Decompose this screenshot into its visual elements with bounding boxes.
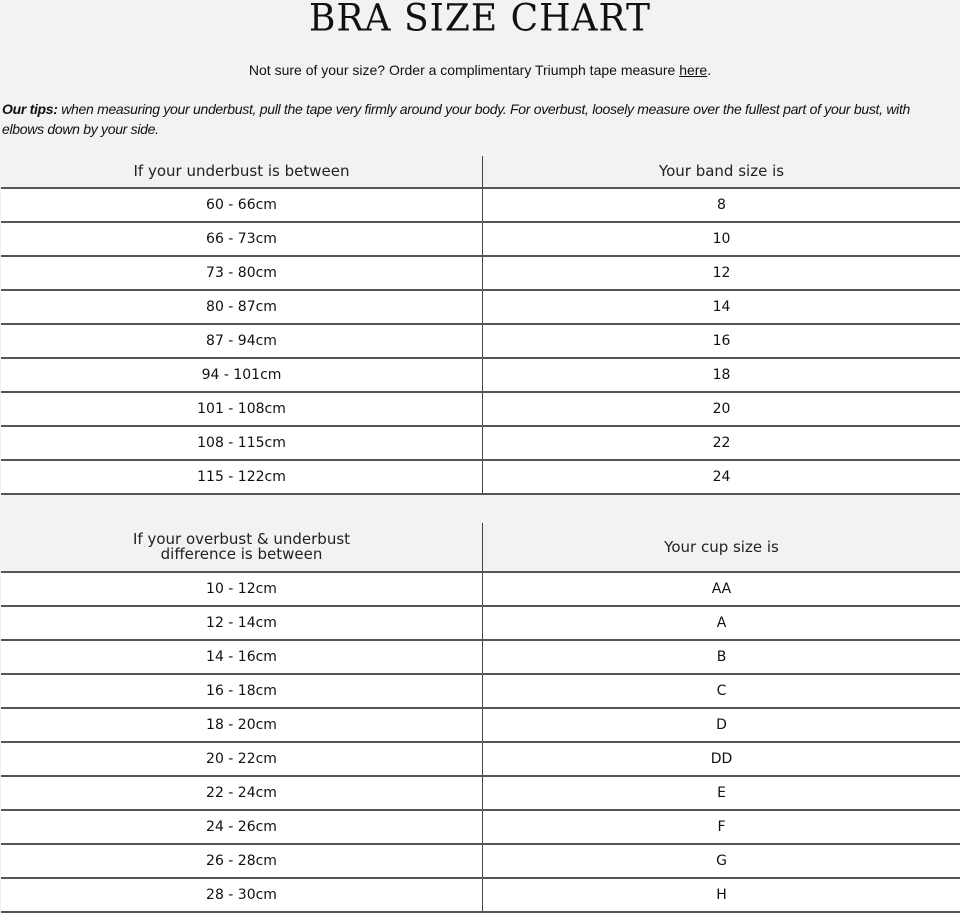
tape-measure-text: Not sure of your size? Order a complimentary Triumph tape measure: [249, 62, 679, 78]
underbust-header: If your underbust is between: [1, 156, 483, 188]
underbust-range: 87 - 94cm: [1, 324, 483, 358]
cup-size-header: Your cup size is: [483, 523, 960, 572]
cup-size: A: [483, 606, 960, 640]
table-row: [1, 844, 960, 878]
difference-range: 10 - 12cm: [1, 572, 483, 606]
cup-size: G: [483, 844, 960, 878]
table-row: [1, 572, 960, 606]
table-row: [1, 606, 960, 640]
band-size: 22: [483, 426, 960, 460]
table-row: [1, 674, 960, 708]
cup-size-table: [1, 523, 960, 913]
table-row: [1, 460, 960, 494]
table-row: [1, 878, 960, 912]
difference-range: 14 - 16cm: [1, 640, 483, 674]
page-title: BRA SIZE CHART: [0, 0, 960, 41]
band-size-table: [1, 156, 960, 495]
underbust-range: 94 - 101cm: [1, 358, 483, 392]
underbust-range: 60 - 66cm: [1, 188, 483, 222]
underbust-range: 108 - 115cm: [1, 426, 483, 460]
underbust-range: 73 - 80cm: [1, 256, 483, 290]
table-row: [1, 810, 960, 844]
table-row: [1, 222, 960, 256]
tips-text: when measuring your underbust, pull the tape very firmly around your body. For overbust, loosely measure over the fullest part of your bust, with elbows down by your side.: [2, 101, 910, 137]
table-row: [1, 392, 960, 426]
difference-range: 20 - 22cm: [1, 742, 483, 776]
cup-size: H: [483, 878, 960, 912]
table-row: [1, 776, 960, 810]
band-size: 24: [483, 460, 960, 494]
difference-range: 28 - 30cm: [1, 878, 483, 912]
band-size: 20: [483, 392, 960, 426]
band-size: 18: [483, 358, 960, 392]
table-row: [1, 640, 960, 674]
tape-measure-suffix: .: [707, 62, 711, 78]
cup-size: F: [483, 810, 960, 844]
cup-table-header: [1, 523, 960, 572]
table-row: [1, 324, 960, 358]
underbust-range: 101 - 108cm: [1, 392, 483, 426]
cup-size: B: [483, 640, 960, 674]
band-size: 14: [483, 290, 960, 324]
cup-size: C: [483, 674, 960, 708]
table-row: [1, 426, 960, 460]
band-size: 10: [483, 222, 960, 256]
cup-size: DD: [483, 742, 960, 776]
tape-measure-note: [0, 61, 960, 79]
difference-range: 26 - 28cm: [1, 844, 483, 878]
table-row: [1, 742, 960, 776]
difference-header-line1: If your overbust & underbust: [133, 530, 350, 548]
difference-range: 16 - 18cm: [1, 674, 483, 708]
table-row: [1, 290, 960, 324]
difference-range: 12 - 14cm: [1, 606, 483, 640]
underbust-range: 80 - 87cm: [1, 290, 483, 324]
measuring-tips: [2, 99, 952, 139]
difference-header-line2: difference is between: [161, 545, 323, 563]
cup-size: E: [483, 776, 960, 810]
difference-range: 22 - 24cm: [1, 776, 483, 810]
cup-size: AA: [483, 572, 960, 606]
table-row: [1, 188, 960, 222]
underbust-range: 66 - 73cm: [1, 222, 483, 256]
difference-range: 24 - 26cm: [1, 810, 483, 844]
cup-size: D: [483, 708, 960, 742]
table-row: [1, 708, 960, 742]
underbust-range: 115 - 122cm: [1, 460, 483, 494]
band-size-header: Your band size is: [483, 156, 960, 188]
tips-label: Our tips:: [2, 101, 58, 117]
band-table-header: [1, 156, 960, 188]
band-size: 12: [483, 256, 960, 290]
band-size: 8: [483, 188, 960, 222]
difference-header: [1, 523, 483, 572]
tape-measure-link[interactable]: here: [679, 62, 707, 78]
table-row: [1, 256, 960, 290]
band-size: 16: [483, 324, 960, 358]
difference-range: 18 - 20cm: [1, 708, 483, 742]
table-row: [1, 358, 960, 392]
